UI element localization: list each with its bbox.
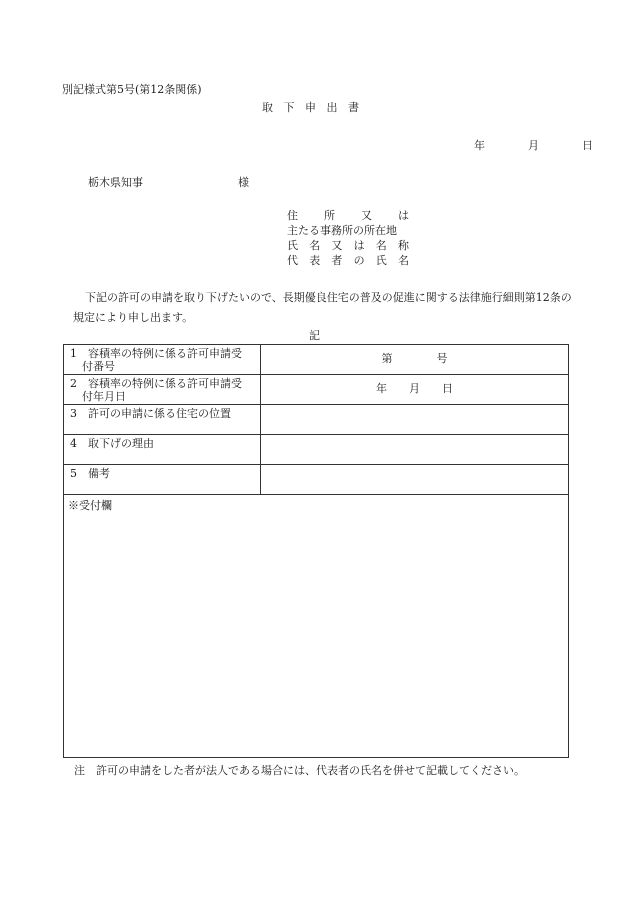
row-label: 3 許可の申請に係る住宅の位置: [64, 405, 261, 435]
table-row: [64, 345, 569, 375]
reception-field: [64, 495, 569, 758]
row-value: 年 月 日: [261, 375, 569, 405]
table-row: [64, 375, 569, 405]
row-label: 5 備考: [64, 465, 261, 495]
table-row: [64, 465, 569, 495]
row-value: [261, 435, 569, 465]
applicant-office-location-label: 主たる事務所の所在地: [287, 224, 397, 237]
applicant-address-label: 住 所 又 は: [287, 209, 409, 222]
row-value: [261, 465, 569, 495]
applicant-name-label: 氏 名 又 は 名 称: [287, 239, 409, 252]
row-label: 1 容積率の特例に係る許可申請受 付番号: [64, 345, 261, 375]
date-day-label: 日: [582, 139, 593, 152]
date-year-label: 年: [474, 139, 485, 152]
date-line: [474, 139, 593, 153]
ki-label: 記: [309, 329, 320, 342]
body-text: 下記の許可の申請を取り下げたいので、長期優良住宅の普及の促進に関する法律施行細則第12条の規定により申し出ます。: [73, 291, 572, 324]
row-value: 第 号: [261, 345, 569, 375]
row-label: 4 取下げの理由: [64, 435, 261, 465]
reception-row: [64, 495, 569, 758]
table-row: [64, 405, 569, 435]
row-value: [261, 405, 569, 435]
table-row: [64, 435, 569, 465]
form-number: 別記様式第5号(第12条関係): [62, 83, 202, 96]
row-label: 2 容積率の特例に係る許可申請受 付年月日: [64, 375, 261, 405]
footnote: 注 許可の申請をした者が法人である場合には、代表者の氏名を併せて記載してください。: [74, 764, 525, 777]
reception-label: ※受付欄: [68, 499, 112, 512]
applicant-representative-label: 代 表 者 の 氏 名: [287, 254, 409, 267]
addressee-name: 栃木県知事: [88, 176, 143, 189]
date-month-label: 月: [528, 139, 539, 152]
applicant-block: [287, 208, 409, 268]
document-title: 取下申出書: [262, 101, 370, 114]
addressee-honorific: 様: [238, 176, 249, 189]
record-table: [63, 344, 569, 758]
